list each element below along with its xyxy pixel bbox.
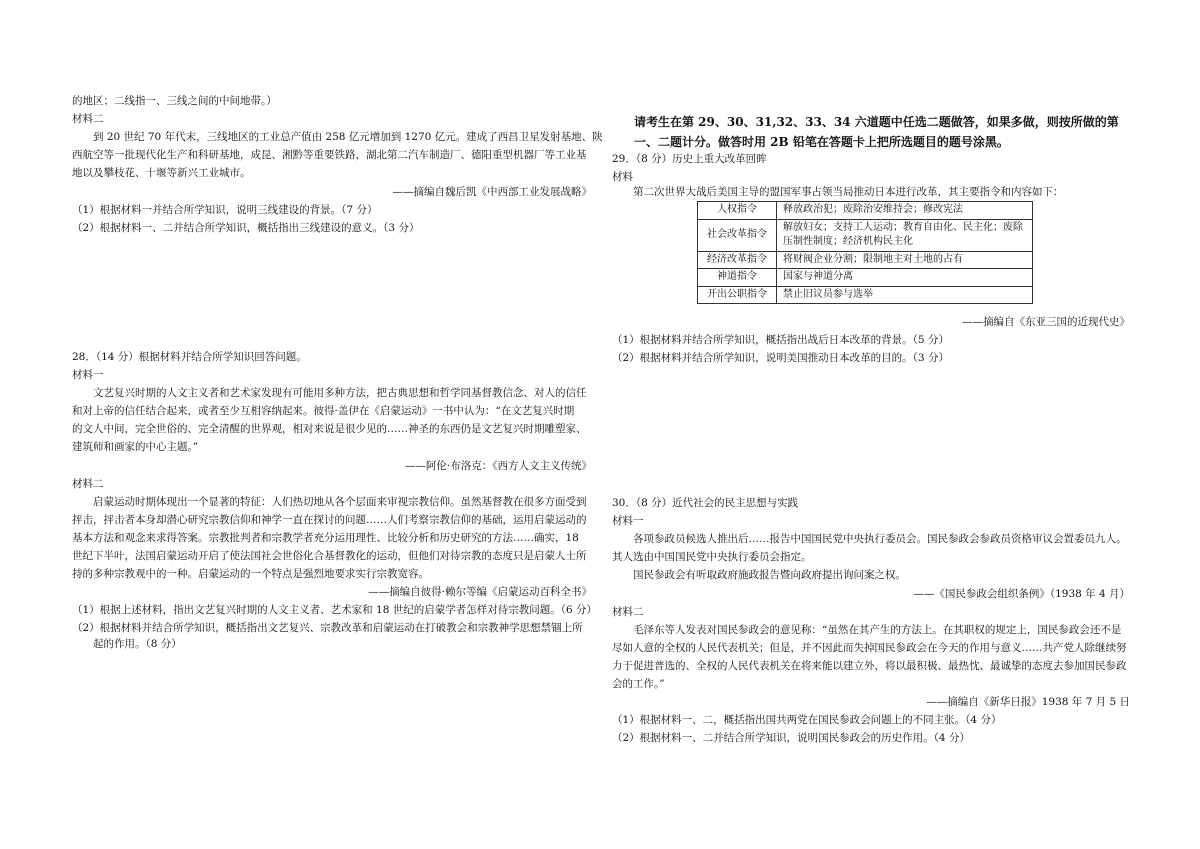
source-citation: ——摘编自《东亚三国的近现代史》 — [962, 316, 1130, 328]
text-line: 持的多种宗教观中的一种。启蒙运动的一个特点是强烈地要求实行宗教宽容。 — [72, 568, 429, 580]
text-line: 国民参政会有听取政府施政报告暨向政府提出询问案之权。 — [633, 569, 906, 581]
directive-name: 开出公职指令 — [698, 286, 777, 304]
question-item: （2）根据材料一、二并结合所学知识，说明国民参政会的历史作用。（4 分） — [612, 732, 970, 744]
text-line: 的地区；二线指一、三线之间的中间地带。） — [72, 95, 277, 107]
source-citation: ——摘编自魏后凯《中西部工业发展战略》 — [392, 186, 592, 198]
directive-name: 神道指令 — [698, 269, 777, 287]
directive-content: 释放政治犯；废除治安维持会；修改宪法 — [777, 202, 1033, 220]
text-line: 力于促进普选的、全权的人民代表机关在将来能以建立外，将以最积极、最热忱、最诚挚的态度去参加国民参政 — [612, 660, 1127, 672]
question-item: （2）根据材料并结合所学知识，概括指出文艺复兴、宗教改革和启蒙运动在打破教会和宗教神学思想禁锢上所起的作用。（8 分） — [72, 622, 583, 650]
text-line: 基本方法和观念来求得答案。宗教批判者和宗教学者充分运用理性、比较分析和历史研究的方法……确实，18 — [72, 532, 579, 544]
material-label: 材料二 — [612, 606, 644, 618]
source-citation: ——阿伦·布洛克：《西方人文主义传统》 — [404, 460, 592, 472]
directive-name: 经济改革指令 — [698, 251, 777, 269]
directive-content: 解放妇女；支持工人运动；教育自由化、民主化；废除压制性制度；经济机构民主化 — [777, 219, 1033, 251]
text-line: 尽如人意的全权的人民代表机关；但是，并不因此而失掉国民参政会在今天的作用与意义……共产党人除继续努 — [612, 642, 1127, 654]
material-label: 材料一 — [612, 515, 644, 527]
question-heading: 30．（8 分）近代社会的民主思想与实践 — [612, 497, 799, 509]
question-heading: 29．（8 分）历史上重大改革回眸 — [612, 153, 767, 165]
reform-directives-table — [697, 201, 1033, 304]
text-line: 世纪下半叶，法国启蒙运动开启了使法国社会世俗化合基督教化的运动，但他们对待宗教的态度只是启蒙人士所 — [72, 550, 587, 562]
answer-instruction: 请考生在第 29、30、31,32、33、34 六道题中任选二题做答，如果多做，则按所做的第一、二题计分。做答时用 2B 铅笔在答题卡上把所选题目的题号涂黑。 — [634, 115, 1119, 149]
question-item: （1）根据材料一并结合所学知识，说明三线建设的背景。（7 分） — [72, 204, 378, 216]
text-line: 的文人中间，完全世俗的、完全清醒的世界观，相对来说是很少见的……神圣的东西仍是文艺复兴时期雕塑家、 — [72, 423, 587, 435]
material-label: 材料二 — [72, 113, 104, 125]
question-heading: 28．（14 分）根据材料并结合所学知识回答问题。 — [72, 351, 307, 363]
question-item: （2）根据材料并结合所学知识，说明美国推动日本改革的目的。（3 分） — [612, 352, 949, 364]
text-line: 毛泽东等人发表对国民参政会的意见称：“虽然在其产生的方法上。在其职权的规定上，国民参政会还不是 — [633, 624, 1122, 636]
material-label: 材料一 — [72, 369, 104, 381]
source-citation: ——摘编自彼得·赖尔等编《启蒙运动百科全书》 — [368, 586, 592, 598]
question-item: （2）根据材料一、二并结合所学知识，概括指出三线建设的意义。（3 分） — [72, 222, 420, 234]
question-item: （1）根据材料并结合所学知识，概括指出战后日本改革的背景。（5 分） — [612, 334, 949, 346]
directive-content: 国家与神道分离 — [777, 269, 1033, 287]
text-line: 西航空等一批现代化生产和科研基地，成昆、湘黔等重要铁路，湖北第二汽车制造厂、德阳重型机器厂等工业基 — [72, 149, 587, 161]
table-row — [698, 219, 1033, 251]
directive-name: 社会改革指令 — [698, 219, 777, 251]
material-label: 材料 — [612, 171, 633, 183]
text-line: 抨击，抨击者本身却潜心研究宗教信仰和神学一直在探讨的问题……人们考察宗教信仰的基础，运用启蒙运动的 — [72, 514, 587, 526]
directive-content: 禁止旧议员参与选举 — [777, 286, 1033, 304]
question-item: （1）根据材料一、二，概括指出国共两党在国民参政会问题上的不同主张。（4 分） — [612, 714, 1002, 726]
text-line: 其人选由中国国民党中央执行委员会指定。 — [612, 551, 812, 563]
directive-name: 人权指令 — [698, 202, 777, 220]
table-row — [698, 251, 1033, 269]
table-row — [698, 286, 1033, 304]
table-row — [698, 269, 1033, 287]
text-line: 地以及攀枝花、十堰等新兴工业城市。 — [72, 167, 251, 179]
text-line: 各项参政员候选人推出后……报告中国国民党中央执行委员会。国民参政会参政员资格审议会置委员九人。 — [633, 533, 1127, 545]
text-line: 建筑师和画家的中心主题。” — [72, 441, 199, 453]
table-row — [698, 202, 1033, 220]
directive-content: 将财阀企业分割；限制地主对土地的占有 — [777, 251, 1033, 269]
text-line: 启蒙运动时期体现出一个显著的特征：人们热切地从各个层面来审视宗教信仰。虽然基督教在很多方面受到 — [93, 496, 587, 508]
material-label: 材料二 — [72, 478, 104, 490]
text-line: 到 20 世纪 70 年代末，三线地区的工业总产值由 258 亿元增加到 1270 亿元。建成了西昌卫星发射基地、陕 — [93, 131, 603, 143]
text-line: 会的工作。” — [612, 678, 665, 690]
text-line: 文艺复兴时期的人文主义者和艺术家发现有可能用多种方法，把古典思想和哲学同基督教信念、对人的信任 — [93, 387, 587, 399]
text-line: 和对上帝的信任结合起来，或者至少互相容纳起来。彼得·盖伊在《启蒙运动》一书中认为：“在文艺复兴时期 — [72, 405, 575, 417]
source-citation: ——摘编自《新华日报》1938 年 7 月 5 日 — [926, 696, 1130, 708]
text-line: 第二次世界大战后美国主导的盟国军事占领当局推动日本进行改革，其主要指令和内容如下： — [633, 186, 1064, 198]
source-citation: ——《国民参政会组织条例》（1938 年 4 月） — [913, 588, 1130, 600]
question-item: （1）根据上述材料，指出文艺复兴时期的人文主义者、艺术家和 18 世纪的启蒙学者怎样对待宗教问题。（6 分） — [72, 604, 597, 616]
